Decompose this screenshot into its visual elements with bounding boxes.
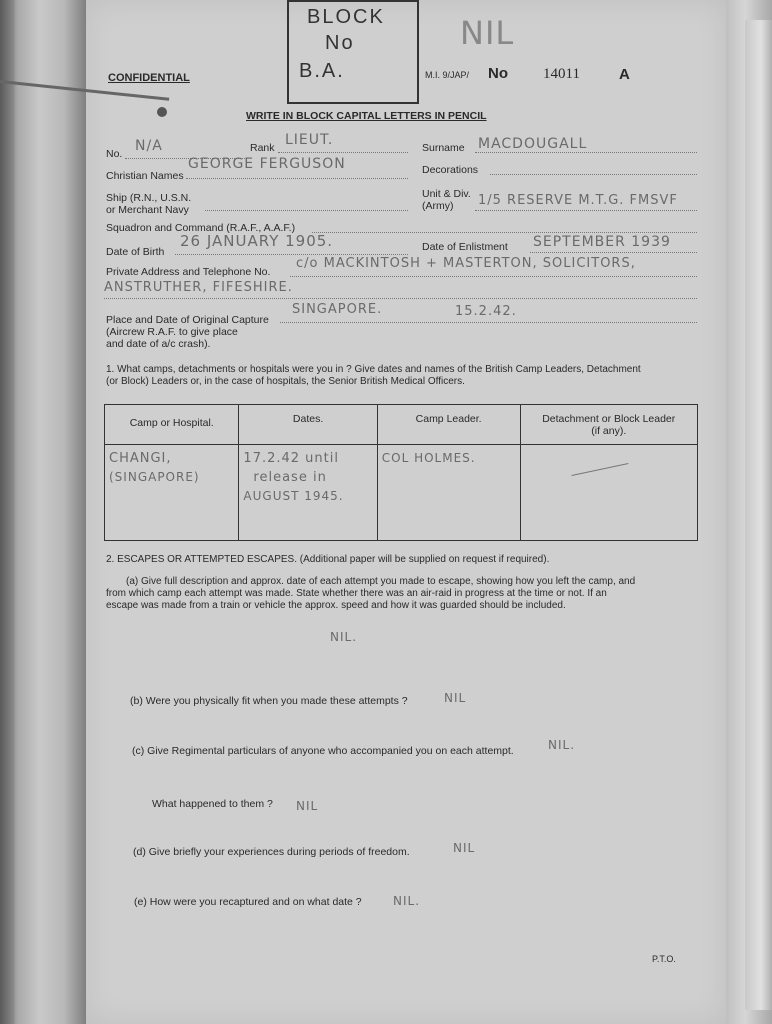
unit-label-1: Unit & Div. [422,188,471,200]
mi-reference: M.I. 9/JAP/ [425,70,470,80]
rank-line [278,152,408,153]
surname-value: MACDOUGALL [478,136,588,152]
leader-cell [377,445,520,541]
section2-a-line2: from which camp each attempt was made. State whether there was an air-raid in progress at the time or not. If an [106,588,607,599]
section2-a-answer: NIL. [330,630,358,644]
capture-date-value: 15.2.42. [455,304,517,319]
stamp-line-block: BLOCK [307,6,385,28]
section2-a-line1: (a) Give full description and approx. date of each attempt you made to escape, showing how you left the camp, and [126,576,636,587]
christian-names-value: GEORGE FERGUSON [188,156,346,172]
unit-label-2: (Army) [422,200,454,212]
ship-label-2: or Merchant Navy [106,204,189,216]
unit-value: 1/5 RESERVE M.T.G. FMSVF [478,193,678,208]
dob-value: 26 JANUARY 1905. [180,232,334,250]
no-field-label: No. [106,148,123,160]
dob-line [175,254,408,255]
dates-cell [239,445,377,541]
nil-top-handwriting: NIL [460,14,515,52]
detachment-dash [571,463,628,476]
section2-c-question: (c) Give Regimental particulars of anyone who accompanied you on each attempt. [132,745,514,757]
table-row [105,445,698,541]
address-line-1 [290,276,697,277]
ship-label-1: Ship (R.N., U.S.N. [106,192,192,204]
enlistment-label: Date of Enlistment [422,241,508,253]
capture-label-2: (Aircrew R.A.F. to give place [106,326,238,338]
christian-names-line [186,178,408,179]
address-value-1: c/o MACKINTOSH + MASTERTON, SOLICITORS, [296,256,636,271]
capture-label-1: Place and Date of Original Capture [106,314,269,326]
section1-question-line1: 1. What camps, detachments or hospitals were you in ? Give dates and names of the British Camp Leaders, Detachment [106,364,641,375]
binder-edge [0,0,14,1024]
form-suffix: A [619,66,630,83]
camps-table-header-row [105,405,698,445]
camps-header-camp: Camp or Hospital. [105,405,239,445]
dates-line2: release in [253,470,327,485]
instruction-heading: WRITE IN BLOCK CAPITAL LETTERS IN PENCIL [246,110,487,122]
punch-hole [157,107,167,117]
confidential-label: CONFIDENTIAL [108,72,190,84]
section2-c-answer: NIL. [548,738,576,752]
capture-label-3: and date of a/c crash). [106,338,211,350]
no-field-value: N/A [135,138,163,154]
pto-label: P.T.O. [652,954,676,964]
dob-label: Date of Birth [106,246,165,258]
rank-label: Rank [250,142,275,154]
camp-name-line2: (SINGAPORE) [109,470,200,484]
camps-table [104,404,698,541]
leader-value: COL HOLMES. [381,451,476,465]
no-label: No [488,65,508,82]
ship-line [205,210,408,211]
address-value-2: ANSTRUTHER, FIFESHIRE. [104,280,293,295]
camp-name-line1: CHANGI, [109,451,172,466]
address-label: Private Address and Telephone No. [106,266,271,278]
detachment-cell [520,445,698,541]
camp-cell [105,445,239,541]
decorations-line [490,174,697,175]
rank-value: LIEUT. [285,132,334,148]
section2-e-question: (e) How were you recaptured and on what date ? [134,896,362,908]
form-number: 14011 [543,66,580,82]
dates-line1: 17.2.42 until [243,451,339,466]
section2-d-answer: NIL [453,841,476,855]
capture-line [280,322,697,323]
section2-e-answer: NIL. [393,894,421,908]
camps-header-dates: Dates. [239,405,377,445]
camps-header-detachment: Detachment or Block Leader (if any). [520,405,698,445]
section2-d-question: (d) Give briefly your experiences during periods of freedom. [133,846,410,858]
unit-line [475,210,697,211]
christian-names-label: Christian Names [106,170,184,182]
section2-c2-answer: NIL [296,799,319,813]
stamp-line-ba: B.A. [299,60,345,82]
surname-label: Surname [422,142,465,154]
block-stamp [287,0,419,104]
address-line-2 [104,298,697,299]
section2-c2-question: What happened to them ? [152,798,273,810]
binder-spine [8,0,88,1024]
enlistment-value: SEPTEMBER 1939 [533,234,671,250]
capture-place-value: SINGAPORE. [292,302,383,317]
surname-line [475,152,697,153]
squadron-line [312,232,697,233]
stamp-line-no: No [325,32,355,54]
decorations-label: Decorations [422,164,479,176]
section2-a-line3: escape was made from a train or vehicle the approx. speed and how it was guarded should be included. [106,600,566,611]
page-stack-right-inner [745,20,772,1010]
section2-title: 2. ESCAPES OR ATTEMPTED ESCAPES. (Additional paper will be supplied on request if required). [106,554,550,565]
camps-header-leader: Camp Leader. [377,405,520,445]
squadron-label: Squadron and Command (R.A.F., A.A.F.) [106,222,296,234]
section2-b-question: (b) Were you physically fit when you made these attempts ? [130,695,408,707]
enlistment-line [530,252,697,253]
section1-question-line2: (or Block) Leaders or, in the case of hospitals, the Senior British Medical Officers. [106,376,465,387]
section2-b-answer: NIL [444,691,467,705]
dates-line3: AUGUST 1945. [243,489,344,503]
